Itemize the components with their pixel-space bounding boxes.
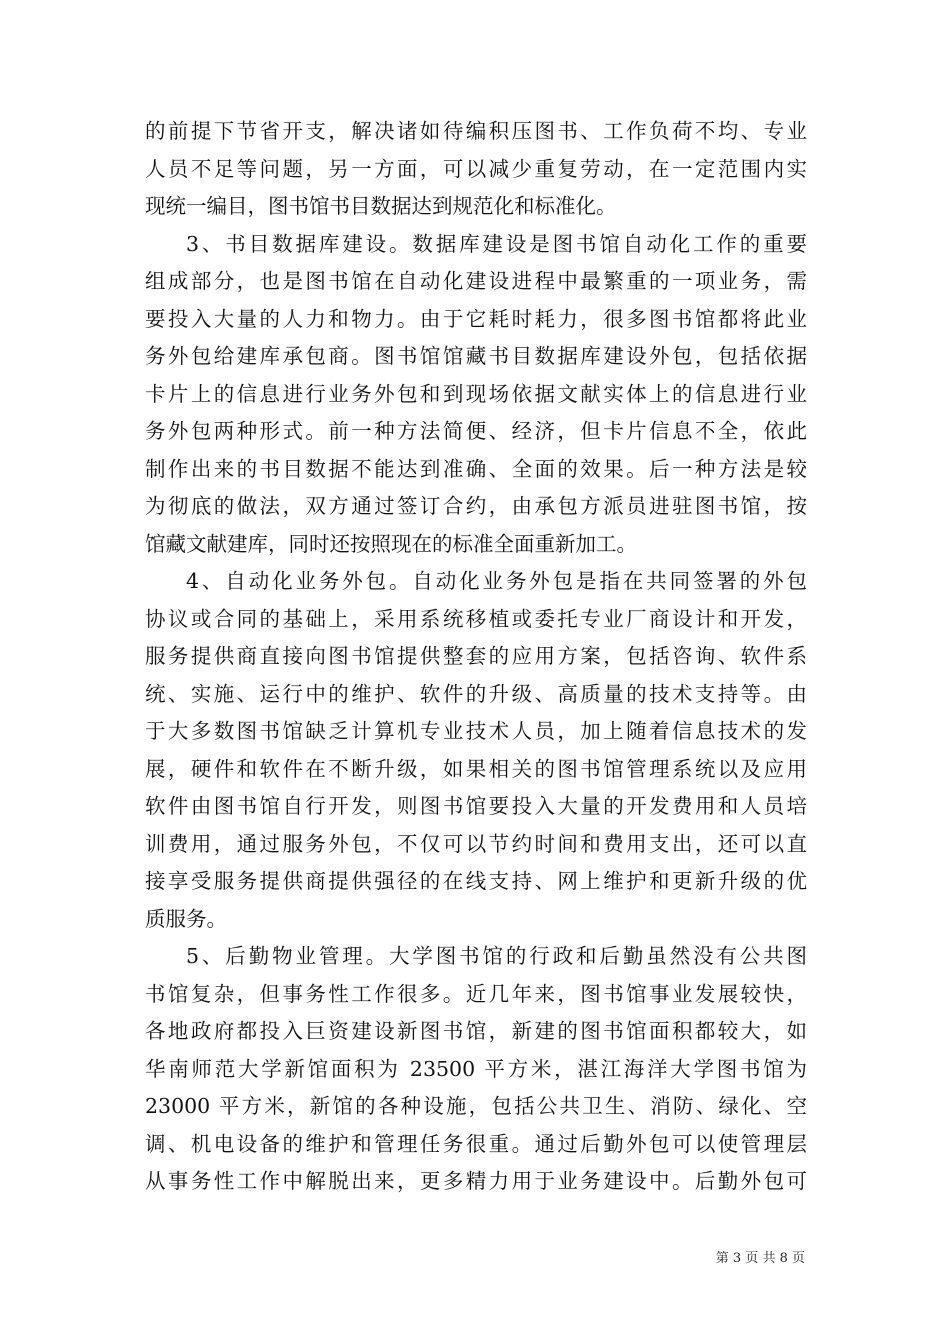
text-line: 于大多数图书馆缺乏计算机专业技术人员，加上随着信息技术的发: [145, 719, 807, 743]
text-line: 软件由图书馆自行开发，则图书馆要投入大量的开发费用和人员培: [145, 794, 807, 818]
text-line: 调、机电设备的维护和管理任务很重。通过后勤外包可以使管理层: [145, 1131, 807, 1156]
text-line: 务外包两种形式。前一种方法简便、经济，但卡片信息不全，依此: [145, 419, 807, 443]
page-number: 第 3 页 共 8 页: [715, 1251, 805, 1266]
text-line: 统、实施、运行中的维护、软件的升级、高质量的技术支持等。由: [145, 681, 807, 706]
text-line: 人员不足等问题，另一方面，可以减少重复劳动，在一定范围内实: [145, 156, 807, 181]
paragraph-first-line: 5、后勤物业管理。大学图书馆的行政和后勤虽然没有公共图: [186, 944, 807, 968]
text-line: 为彻底的做法，双方通过签订合约，由承包方派员进驻图书馆，按: [145, 494, 807, 518]
text-line: 的前提下节省开支，解决诸如待编积压图书、工作负荷不均、专业: [145, 119, 807, 143]
paragraph-first-line: 3、书目数据库建设。数据库建设是图书馆自动化工作的重要: [186, 231, 807, 256]
text-line: 华南师范大学新馆面积为 23500 平方米，湛江海洋大学图书馆为: [145, 1056, 807, 1081]
text-line: 书馆复杂，但事务性工作很多。近几年来，图书馆事业发展较快，: [145, 981, 807, 1006]
text-line: 制作出来的书目数据不能达到准确、全面的效果。后一种方法是较: [145, 456, 807, 481]
text-line: 训费用，通过服务外包，不仅可以节约时间和费用支出，还可以直: [145, 831, 807, 856]
text-line: 协议或合同的基础上，采用系统移植或委托专业厂商设计和开发，: [145, 606, 807, 631]
text-line: 现统一编目，图书馆书目数据达到规范化和标准化。: [145, 194, 617, 218]
text-line: 卡片上的信息进行业务外包和到现场依据文献实体上的信息进行业: [145, 381, 807, 406]
text-line: 展，硬件和软件在不断升级，如果相关的图书馆管理系统以及应用: [145, 756, 807, 781]
text-line: 服务提供商直接向图书馆提供整套的应用方案，包括咨询、软件系: [145, 644, 807, 668]
paragraph-first-line: 4、自动化业务外包。自动化业务外包是指在共同签署的外包: [186, 569, 807, 593]
body-text: [145, 113, 807, 1201]
text-line: 各地政府都投入巨资建设新图书馆，新建的图书馆面积都较大，如: [145, 1019, 807, 1043]
text-line: 质服务。: [145, 906, 227, 931]
text-line: 务外包给建库承包商。图书馆馆藏书目数据库建设外包，包括依据: [145, 344, 807, 368]
text-line: 组成部分，也是图书馆在自动化建设进程中最繁重的一项业务，需: [145, 269, 807, 293]
text-line: 从事务性工作中解脱出来，更多精力用于业务建设中。后勤外包可: [145, 1169, 807, 1193]
text-line: 要投入大量的人力和物力。由于它耗时耗力，很多图书馆都将此业: [145, 306, 807, 331]
text-line: 接享受服务提供商提供强径的在线支持、网上维护和更新升级的优: [145, 869, 807, 893]
text-line: 馆藏文献建库，同时还按照现在的标准全面重新加工。: [145, 531, 637, 556]
text-line: 23000 平方米，新馆的各种设施，包括公共卫生、消防、绿化、空: [145, 1094, 807, 1118]
